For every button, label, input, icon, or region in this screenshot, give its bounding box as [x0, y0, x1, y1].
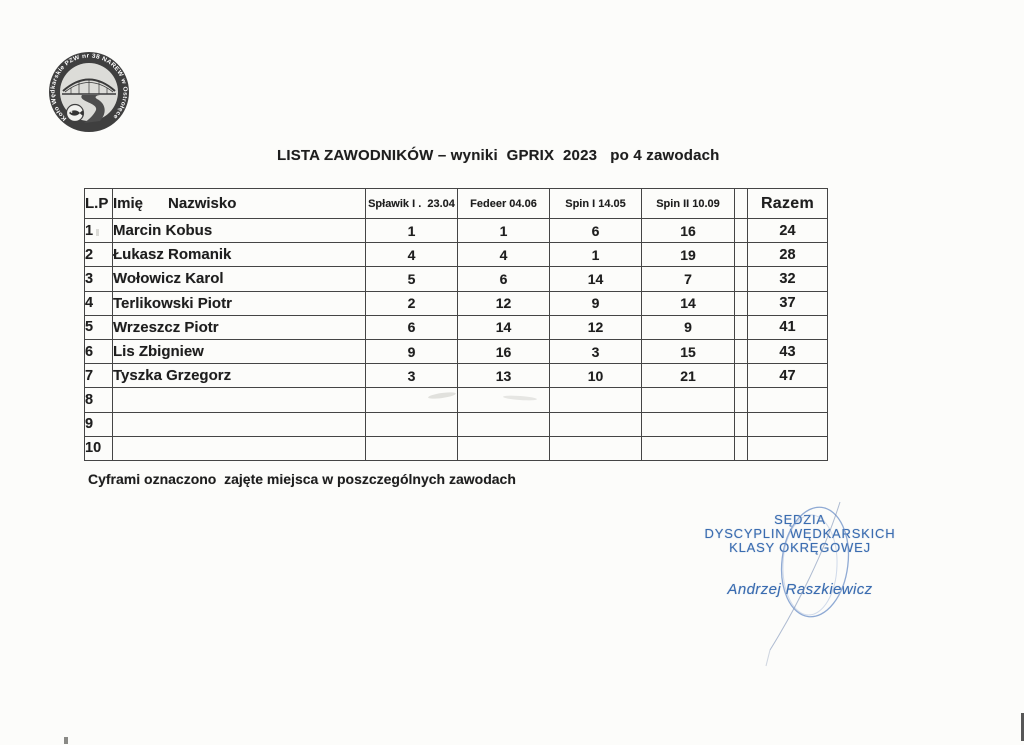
cell-lp: 8 [85, 388, 113, 412]
stamp-line-1: SĘDZIA [774, 512, 826, 527]
cell-spin2 [642, 436, 735, 460]
col-header-spin2: Spin II 10.09 [642, 189, 735, 219]
cell-lp: 6 [85, 339, 113, 363]
cell-fedeer [458, 412, 550, 436]
cell-splawik [366, 388, 458, 412]
cell-splawik: 5 [366, 267, 458, 291]
club-logo-emblem [47, 50, 131, 134]
col-header-blank [735, 189, 748, 219]
stamp-line-3: KLASY OKRĘGOWEJ [729, 540, 871, 555]
club-logo [47, 50, 131, 134]
table-row [85, 219, 828, 243]
logo-ring-text: Koło Wędkarskie PZW nr 38 NAREW w Ostrołęce [50, 53, 128, 122]
cell-splawik: 1 [366, 219, 458, 243]
table-row [85, 291, 828, 315]
cell-spin2: 15 [642, 339, 735, 363]
cell-fedeer: 13 [458, 364, 550, 388]
table-row [85, 339, 828, 363]
cell-splawik: 9 [366, 339, 458, 363]
cell-lp: 9 [85, 412, 113, 436]
scan-artifact [64, 737, 68, 744]
cell-spin1: 10 [550, 364, 642, 388]
cell-spin1: 9 [550, 291, 642, 315]
cell-splawik [366, 436, 458, 460]
cell-name: Marcin Kobus [113, 219, 366, 243]
cell-fedeer: 12 [458, 291, 550, 315]
cell-splawik: 4 [366, 243, 458, 267]
results-table-body [85, 219, 828, 461]
col-header-splawik: Spławik I . 23.04 [366, 189, 458, 219]
cell-fedeer: 1 [458, 219, 550, 243]
cell-spin1 [550, 412, 642, 436]
cell-fedeer: 4 [458, 243, 550, 267]
cell-name [113, 436, 366, 460]
cell-razem: 32 [748, 267, 828, 291]
cell-blank [735, 364, 748, 388]
cell-blank [735, 315, 748, 339]
cell-blank [735, 388, 748, 412]
cell-blank [735, 243, 748, 267]
cell-spin1: 14 [550, 267, 642, 291]
table-header-row [85, 189, 828, 219]
cell-name: Wołowicz Karol [113, 267, 366, 291]
stamp-line-2: DYSCYPLIN WĘDKARSKICH [704, 526, 896, 541]
cell-blank [735, 436, 748, 460]
table-row [85, 436, 828, 460]
cell-blank [735, 267, 748, 291]
cell-spin1: 1 [550, 243, 642, 267]
col-header-name: Imię Nazwisko [113, 189, 366, 219]
cell-blank [735, 339, 748, 363]
cell-blank [735, 291, 748, 315]
cell-fedeer: 6 [458, 267, 550, 291]
cell-blank [735, 412, 748, 436]
col-header-spin1: Spin I 14.05 [550, 189, 642, 219]
cell-spin1 [550, 436, 642, 460]
cell-splawik: 3 [366, 364, 458, 388]
cell-razem: 47 [748, 364, 828, 388]
table-row [85, 315, 828, 339]
cell-name [113, 412, 366, 436]
cell-razem: 37 [748, 291, 828, 315]
cell-spin1 [550, 388, 642, 412]
signature-name: Andrzej Raszkiewicz [727, 581, 873, 598]
cell-lp: 3 [85, 267, 113, 291]
cell-razem: 24 [748, 219, 828, 243]
cell-fedeer: 14 [458, 315, 550, 339]
cell-spin2: 21 [642, 364, 735, 388]
cell-fedeer: 16 [458, 339, 550, 363]
judge-stamp [655, 513, 945, 555]
table-row [85, 243, 828, 267]
table-row [85, 267, 828, 291]
cell-razem [748, 388, 828, 412]
table-row [85, 412, 828, 436]
cell-name: Wrzeszcz Piotr [113, 315, 366, 339]
cell-spin2: 14 [642, 291, 735, 315]
cell-lp: 2 [85, 243, 113, 267]
cell-spin2 [642, 412, 735, 436]
cell-razem [748, 412, 828, 436]
document-title: LISTA ZAWODNIKÓW – wyniki GPRIX 2023 po 4 zawodach [277, 147, 720, 164]
cell-splawik: 6 [366, 315, 458, 339]
cell-lp: 7 [85, 364, 113, 388]
cell-name: Lis Zbigniew [113, 339, 366, 363]
results-table [84, 188, 828, 461]
cell-spin2: 9 [642, 315, 735, 339]
cell-razem: 41 [748, 315, 828, 339]
cell-lp: 4 [85, 291, 113, 315]
table-row [85, 388, 828, 412]
cell-name: Tyszka Grzegorz [113, 364, 366, 388]
cell-splawik [366, 412, 458, 436]
footnote: Cyframi oznaczono zajęte miejsca w poszczególnych zawodach [88, 471, 516, 487]
cell-name [113, 388, 366, 412]
cell-blank [735, 219, 748, 243]
cell-spin2: 7 [642, 267, 735, 291]
cell-name: Terlikowski Piotr [113, 291, 366, 315]
cell-spin1: 12 [550, 315, 642, 339]
cell-splawik: 2 [366, 291, 458, 315]
cell-fedeer [458, 436, 550, 460]
cell-spin2: 16 [642, 219, 735, 243]
table-row [85, 364, 828, 388]
cell-spin2: 19 [642, 243, 735, 267]
cell-razem: 43 [748, 339, 828, 363]
scan-artifact [96, 229, 99, 236]
cell-lp: 1 [85, 219, 113, 243]
cell-spin1: 3 [550, 339, 642, 363]
cell-spin1: 6 [550, 219, 642, 243]
cell-razem [748, 436, 828, 460]
cell-lp: 5 [85, 315, 113, 339]
col-header-lp: L.P [85, 189, 113, 219]
cell-spin2 [642, 388, 735, 412]
cell-razem: 28 [748, 243, 828, 267]
cell-name: Łukasz Romanik [113, 243, 366, 267]
col-header-razem: Razem [748, 189, 828, 219]
cell-lp: 10 [85, 436, 113, 460]
col-header-fedeer: Fedeer 04.06 [458, 189, 550, 219]
